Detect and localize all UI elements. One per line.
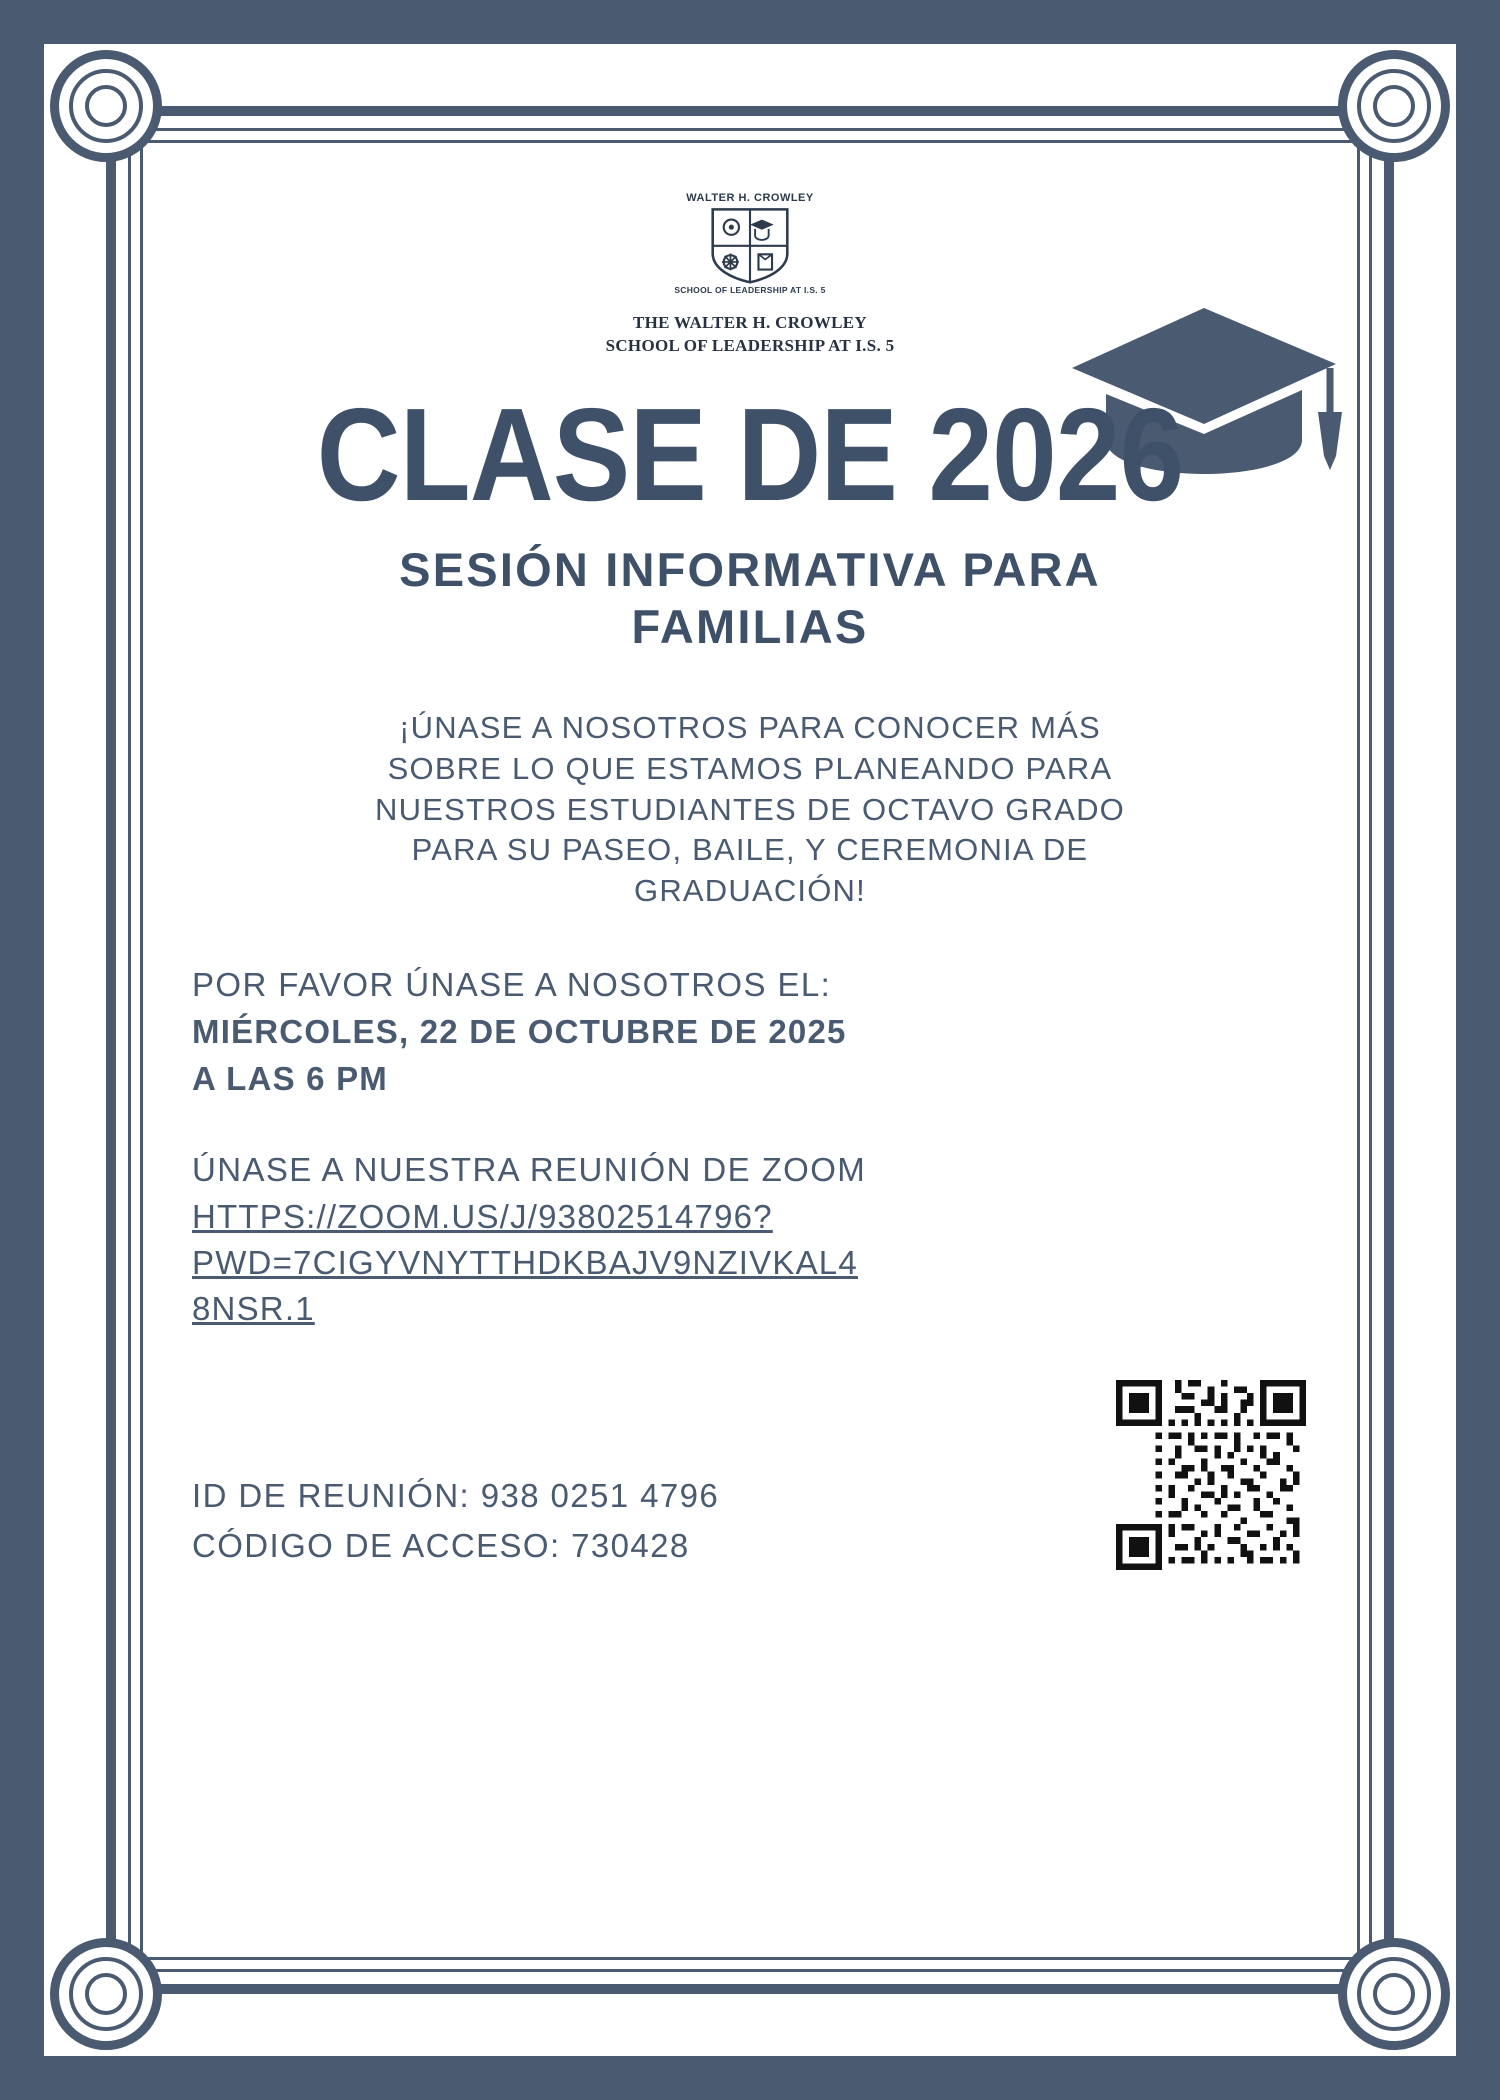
intro-paragraph (164, 708, 1336, 913)
subtitle-line-1: SESIÓN INFORMATIVA PARA (399, 543, 1101, 597)
meeting-passcode: CÓDIGO DE ACCESO: 730428 (192, 1526, 690, 1564)
school-crest-icon (707, 206, 793, 284)
invite-label: POR FAVOR ÚNASE A NOSOTROS EL: (192, 966, 832, 1004)
intro-line-3: NUESTROS ESTUDIANTES DE OCTAVO GRADO (375, 791, 1125, 827)
meeting-id: ID DE REUNIÓN: 938 0251 4796 (192, 1477, 720, 1515)
school-name-line-1: THE WALTER H. CROWLEY (633, 312, 867, 332)
school-name-line-2: SCHOOL OF LEADERSHIP AT I.S. 5 (605, 335, 895, 355)
crest-bottom-text: SCHOOL OF LEADERSHIP AT I.S. 5 (674, 285, 826, 295)
zoom-link-line-1[interactable]: HTTPS://ZOOM.US/J/93802514796? (192, 1197, 773, 1235)
subtitle (164, 541, 1336, 656)
corner-medallion-bottom-right (1338, 1938, 1450, 2050)
event-time: A LAS 6 PM (192, 1059, 388, 1097)
subtitle-line-2: FAMILIAS (631, 600, 869, 654)
event-details (164, 962, 1336, 1332)
school-crest (164, 192, 1336, 296)
event-date: MIÉRCOLES, 22 DE OCTUBRE DE 2025 (192, 1013, 847, 1051)
meeting-access-text (192, 1471, 719, 1570)
zoom-link-line-2[interactable]: PWD=7CIGYVNYTTHDKBAJV9NZIVKAL4 (192, 1243, 858, 1281)
intro-line-4: PARA SU PASEO, BAILE, Y CEREMONIA DE (411, 832, 1089, 868)
page-title: CLASE DE 2026 (316, 380, 1184, 528)
corner-medallion-bottom-left (50, 1938, 162, 2050)
corner-medallion-top-right (1338, 50, 1450, 162)
details-spacer (192, 1103, 1326, 1147)
crest-top-text: WALTER H. CROWLEY (686, 192, 814, 204)
intro-line-5: GRADUACIÓN! (634, 873, 866, 909)
poster-content (164, 162, 1336, 1938)
zoom-label: ÚNASE A NUESTRA REUNIÓN DE ZOOM (192, 1150, 867, 1188)
zoom-link-line-3[interactable]: 8NSR.1 (192, 1290, 315, 1328)
intro-line-2: SOBRE LO QUE ESTAMOS PLANEANDO PARA (387, 750, 1113, 786)
qr-code-icon[interactable] (1116, 1380, 1306, 1570)
meeting-access-row (164, 1380, 1336, 1570)
intro-line-1: ¡ÚNASE A NOSOTROS PARA CONOCER MÁS (399, 709, 1101, 745)
poster-paper (44, 44, 1456, 2056)
corner-medallion-top-left (50, 50, 162, 162)
